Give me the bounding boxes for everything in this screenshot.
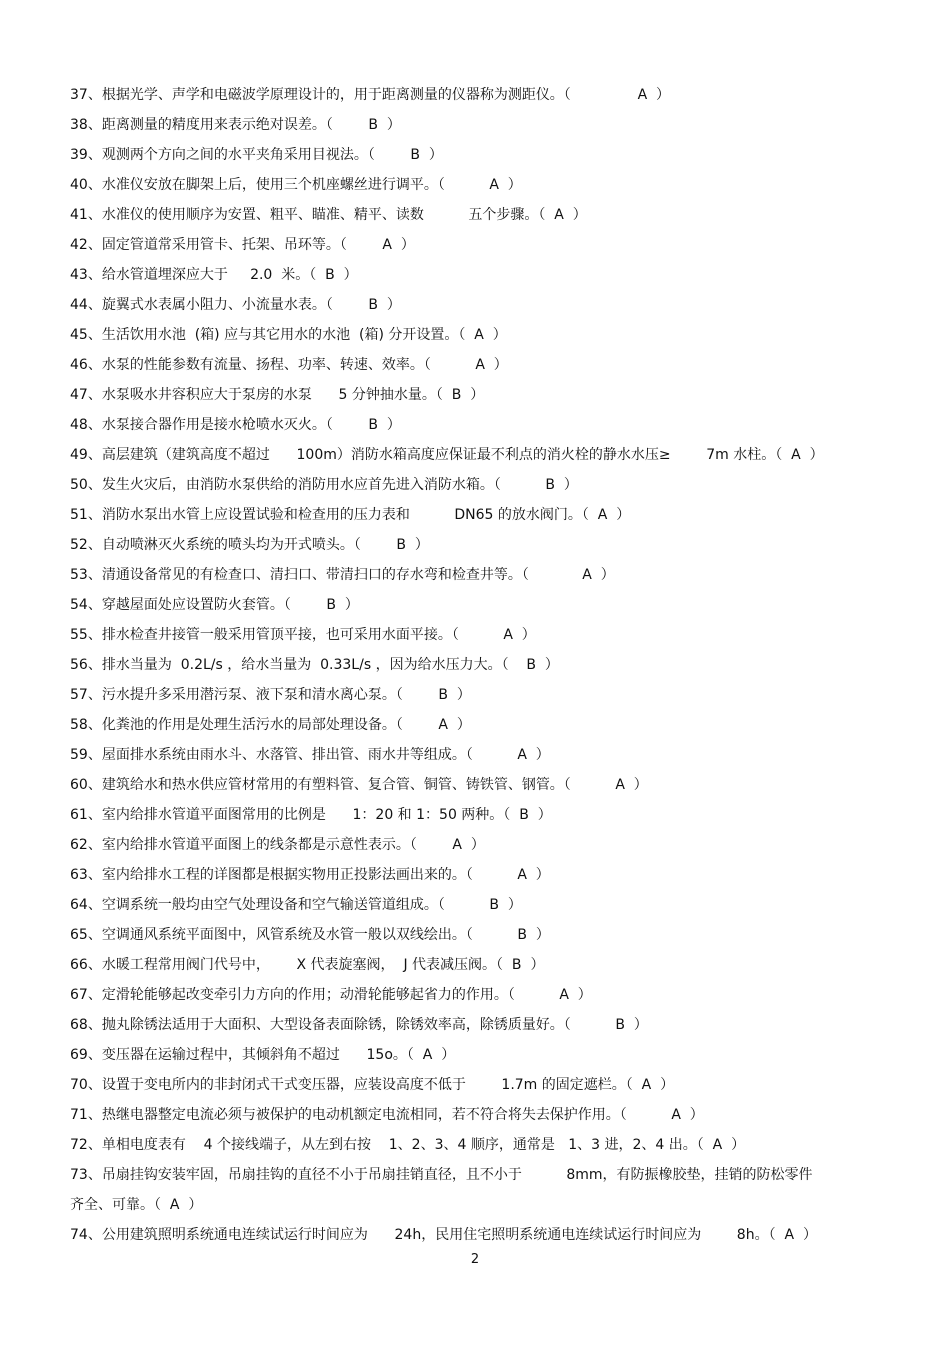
question-64: 64、空调系统一般均由空气处理设备和空气输送管道组成。（ B ） [70,897,522,913]
question-54: 54、穿越屋面处应设置防火套管。（ B ） [70,597,359,613]
page-number: 2 [470,1252,480,1267]
question-66: 66、水暖工程常用阀门代号中， X 代表旋塞阀， J 代表减压阀。（ B ） [70,957,545,973]
question-68: 68、抛丸除锈法适用于大面积、大型设备表面除锈，除锈效率高，除锈质量好。（ B ） [70,1017,648,1033]
question-65: 65、空调通风系统平面图中，风管系统及水管一般以双线绘出。（ B ） [70,927,550,943]
question-71: 71、热继电器整定电流必须与被保护的电动机额定电流相同，若不符合将失去保护作用。（ A ） [70,1107,704,1123]
question-73-continued: 齐全、可靠。（ A ） [70,1197,203,1213]
question-53: 53、清通设备常见的有检查口、清扫口、带清扫口的存水弯和检查井等。（ A ） [70,567,615,583]
question-38: 38、距离测量的精度用来表示绝对误差。（ B ） [70,117,401,133]
question-50: 50、发生火灾后，由消防水泵供给的消防用水应首先进入消防水箱。（ B ） [70,477,578,493]
question-58: 58、化粪池的作用是处理生活污水的局部处理设备。（ A ） [70,717,471,733]
question-40: 40、水准仪安放在脚架上后，使用三个机座螺丝进行调平。（ A ） [70,177,522,193]
question-47: 47、水泵吸水井容积应大于泵房的水泵 5 分钟抽水量。（ B ） [70,387,485,403]
question-74: 74、公用建筑照明系统通电连续试运行时间应为 24h，民用住宅照明系统通电连续试运行时间应为 8h。（ A ） [70,1227,817,1243]
question-56: 56、排水当量为 0.2L/s ，给水当量为 0.33L/s ，因为给水压力大。（ B ） [70,657,559,673]
question-55: 55、排水检查井接管一般采用管顶平接，也可采用水面平接。（ A ） [70,627,536,643]
question-49: 49、高层建筑（建筑高度不超过 100m）消防水箱高度应保证最不利点的消火栓的静水水压≥ 7m 水柱。（ A ） [70,447,824,463]
question-57: 57、污水提升多采用潜污泵、液下泵和清水离心泵。（ B ） [70,687,471,703]
question-37: 37、根据光学、声学和电磁波学原理设计的，用于距离测量的仪器称为测距仪。（ A ） [70,87,671,103]
question-62: 62、室内给排水管道平面图上的线条都是示意性表示。（ A ） [70,837,485,853]
question-44: 44、旋翼式水表属小阻力、小流量水表。（ B ） [70,297,401,313]
question-46: 46、水泵的性能参数有流量、扬程、功率、转速、效率。（ A ） [70,357,508,373]
question-72: 72、单相电度表有 4 个接线端子，从左到右按 1、2、3、4 顺序，通常是 1、3 进，2、4 出。（ A ） [70,1137,746,1153]
question-59: 59、屋面排水系统由雨水斗、水落管、排出管、雨水井等组成。（ A ） [70,747,550,763]
question-63: 63、室内给排水工程的详图都是根据实物用正投影法画出来的。（ A ） [70,867,550,883]
question-39: 39、观测两个方向之间的水平夹角采用目视法。（ B ） [70,147,443,163]
question-42: 42、固定管道常采用管卡、托架、吊环等。（ A ） [70,237,415,253]
question-51: 51、消防水泵出水管上应设置试验和检查用的压力表和 DN65 的放水阀门。（ A ） [70,507,631,523]
question-43: 43、给水管道埋深应大于 2.0 米。（ B ） [70,267,358,283]
question-69: 69、变压器在运输过程中，其倾斜角不超过 15o。（ A ） [70,1047,456,1063]
question-48: 48、水泵接合器作用是接水枪喷水灭火。（ B ） [70,417,401,433]
question-52: 52、自动喷淋灭火系统的喷头均为开式喷头。（ B ） [70,537,429,553]
question-67: 67、定滑轮能够起改变牵引力方向的作用；动滑轮能够起省力的作用。（ A ） [70,987,592,1003]
question-45: 45、生活饮用水池 (箱) 应与其它用水的水池 (箱) 分开设置。（ A ） [70,327,507,343]
question-70: 70、设置于变电所内的非封闭式干式变压器，应装设高度不低于 1.7m 的固定遮栏。（ A ） [70,1077,675,1093]
question-60: 60、建筑给水和热水供应管材常用的有塑料管、复合管、铜管、铸铁管、钢管。（ A ） [70,777,648,793]
question-73: 73、吊扇挂钩安装牢固，吊扇挂钩的直径不小于吊扇挂销直径，且不小于 8mm，有防振橡胶垫，挂销的防松零件 [70,1167,813,1183]
question-61: 61、室内给排水管道平面图常用的比例是 1：20 和 1：50 两种。（ B ） [70,807,552,823]
question-41: 41、水准仪的使用顺序为安置、粗平、瞄准、精平、读数 五个步骤。（ A ） [70,207,587,223]
